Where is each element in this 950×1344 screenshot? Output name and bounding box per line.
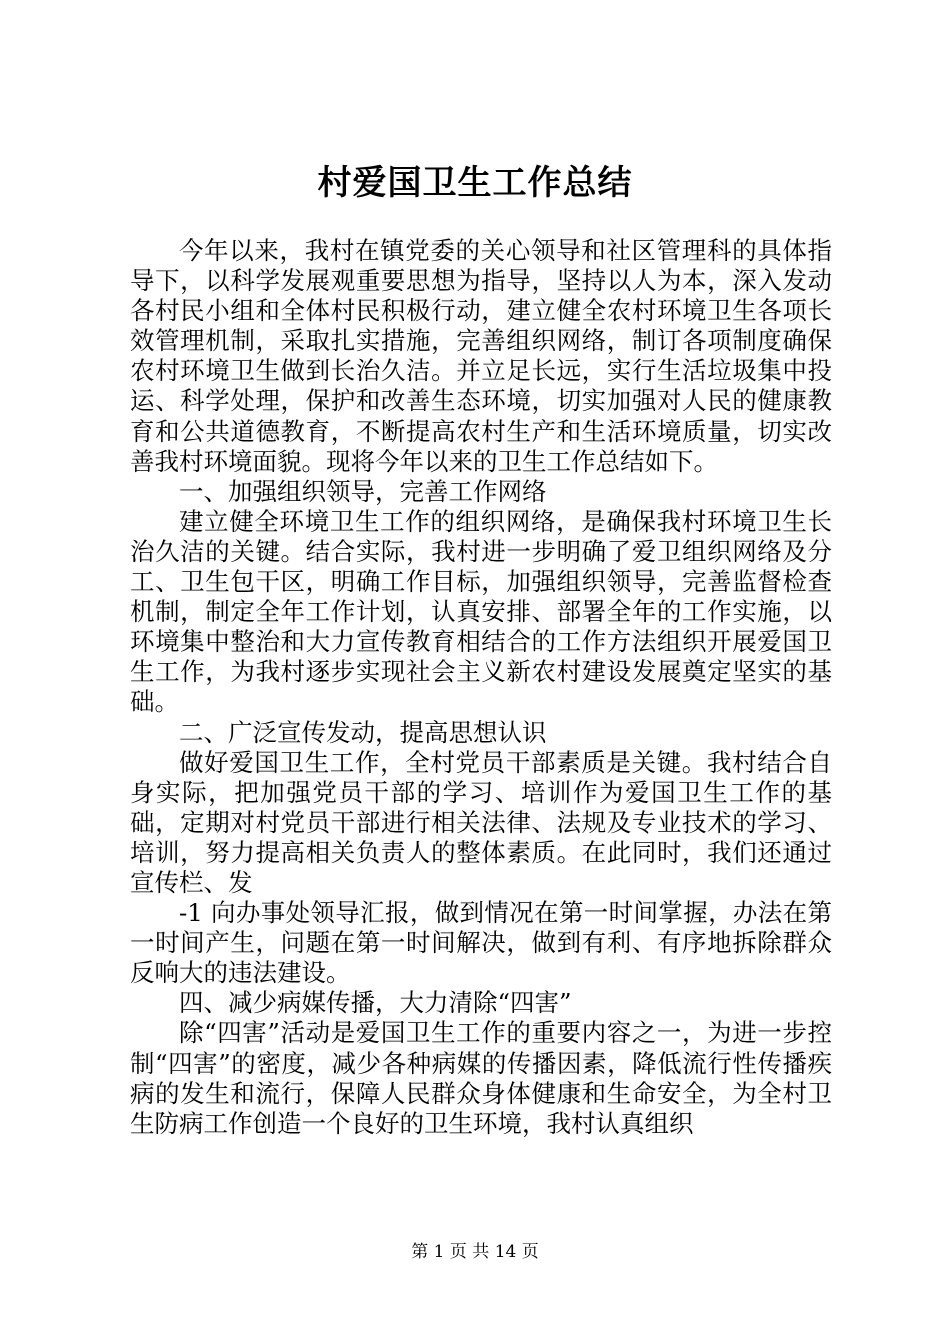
document-body <box>130 236 832 1139</box>
document-title: 村爱国卫生工作总结 <box>317 163 633 203</box>
paragraph-section-4: 除“四害”活动是爱国卫生工作的重要内容之一，为进一步控制“四害”的密度，减少各种病媒的传播因素，降低流行性传播疾病的发生和流行，保障人民群众身体健康和生命安全，为全村卫生防病工作创造一个良好的卫生环境，我村认真组织 <box>130 1018 832 1138</box>
section-heading-1: 一、加强组织领导，完善工作网络 <box>179 476 547 506</box>
section-heading-4: 四、减少病媒传播，大力清除“四害” <box>179 988 572 1018</box>
section-heading-2: 二、广泛宣传发动，提高思想认识 <box>179 717 547 747</box>
page-footer: 第 1 页 共 14 页 <box>411 1242 539 1262</box>
paragraph-section-1: 建立健全环境卫生工作的组织网络，是确保我村环境卫生长治久洁的关键。结合实际，我村进一步明确了爱卫组织网络及分工、卫生包干区，明确工作目标，加强组织领导，完善监督检查机制，制定全年工作计划，认真安排、部署全年的工作实施，以环境集中整治和大力宣传教育相结合的工作方法组织开展爱国卫生工作，为我村逐步实现社会主义新农村建设发展奠定坚实的基础。 <box>130 506 832 717</box>
paragraph-section-2: 做好爱国卫生工作，全村党员干部素质是关键。我村结合自身实际，把加强党员干部的学习、培训作为爱国卫生工作的基础，定期对村党员干部进行相关法律、法规及专业技术的学习、培训，努力提高相关负责人的整体素质。在此同时，我们还通过宣传栏、发 <box>130 747 832 897</box>
paragraph-intro: 今年以来，我村在镇党委的关心领导和社区管理科的具体指导下，以科学发展观重要思想为指导，坚持以人为本，深入发动各村民小组和全体村民积极行动，建立健全农村环境卫生各项长效管理机制，采取扎实措施，完善组织网络，制订各项制度确保农村环境卫生做到长治久洁。并立足长远，实行生活垃圾集中投运、科学处理，保护和改善生态环境，切实加强对人民的健康教育和公共道德教育，不断提高农村生产和生活环境质量，切实改善我村环境面貌。现将今年以来的卫生工作总结如下。 <box>130 236 832 476</box>
paragraph-fragment: -1 向办事处领导汇报，做到情况在第一时间掌握，办法在第一时间产生，问题在第一时间解决，做到有利、有序地拆除群众反响大的违法建设。 <box>130 898 832 988</box>
